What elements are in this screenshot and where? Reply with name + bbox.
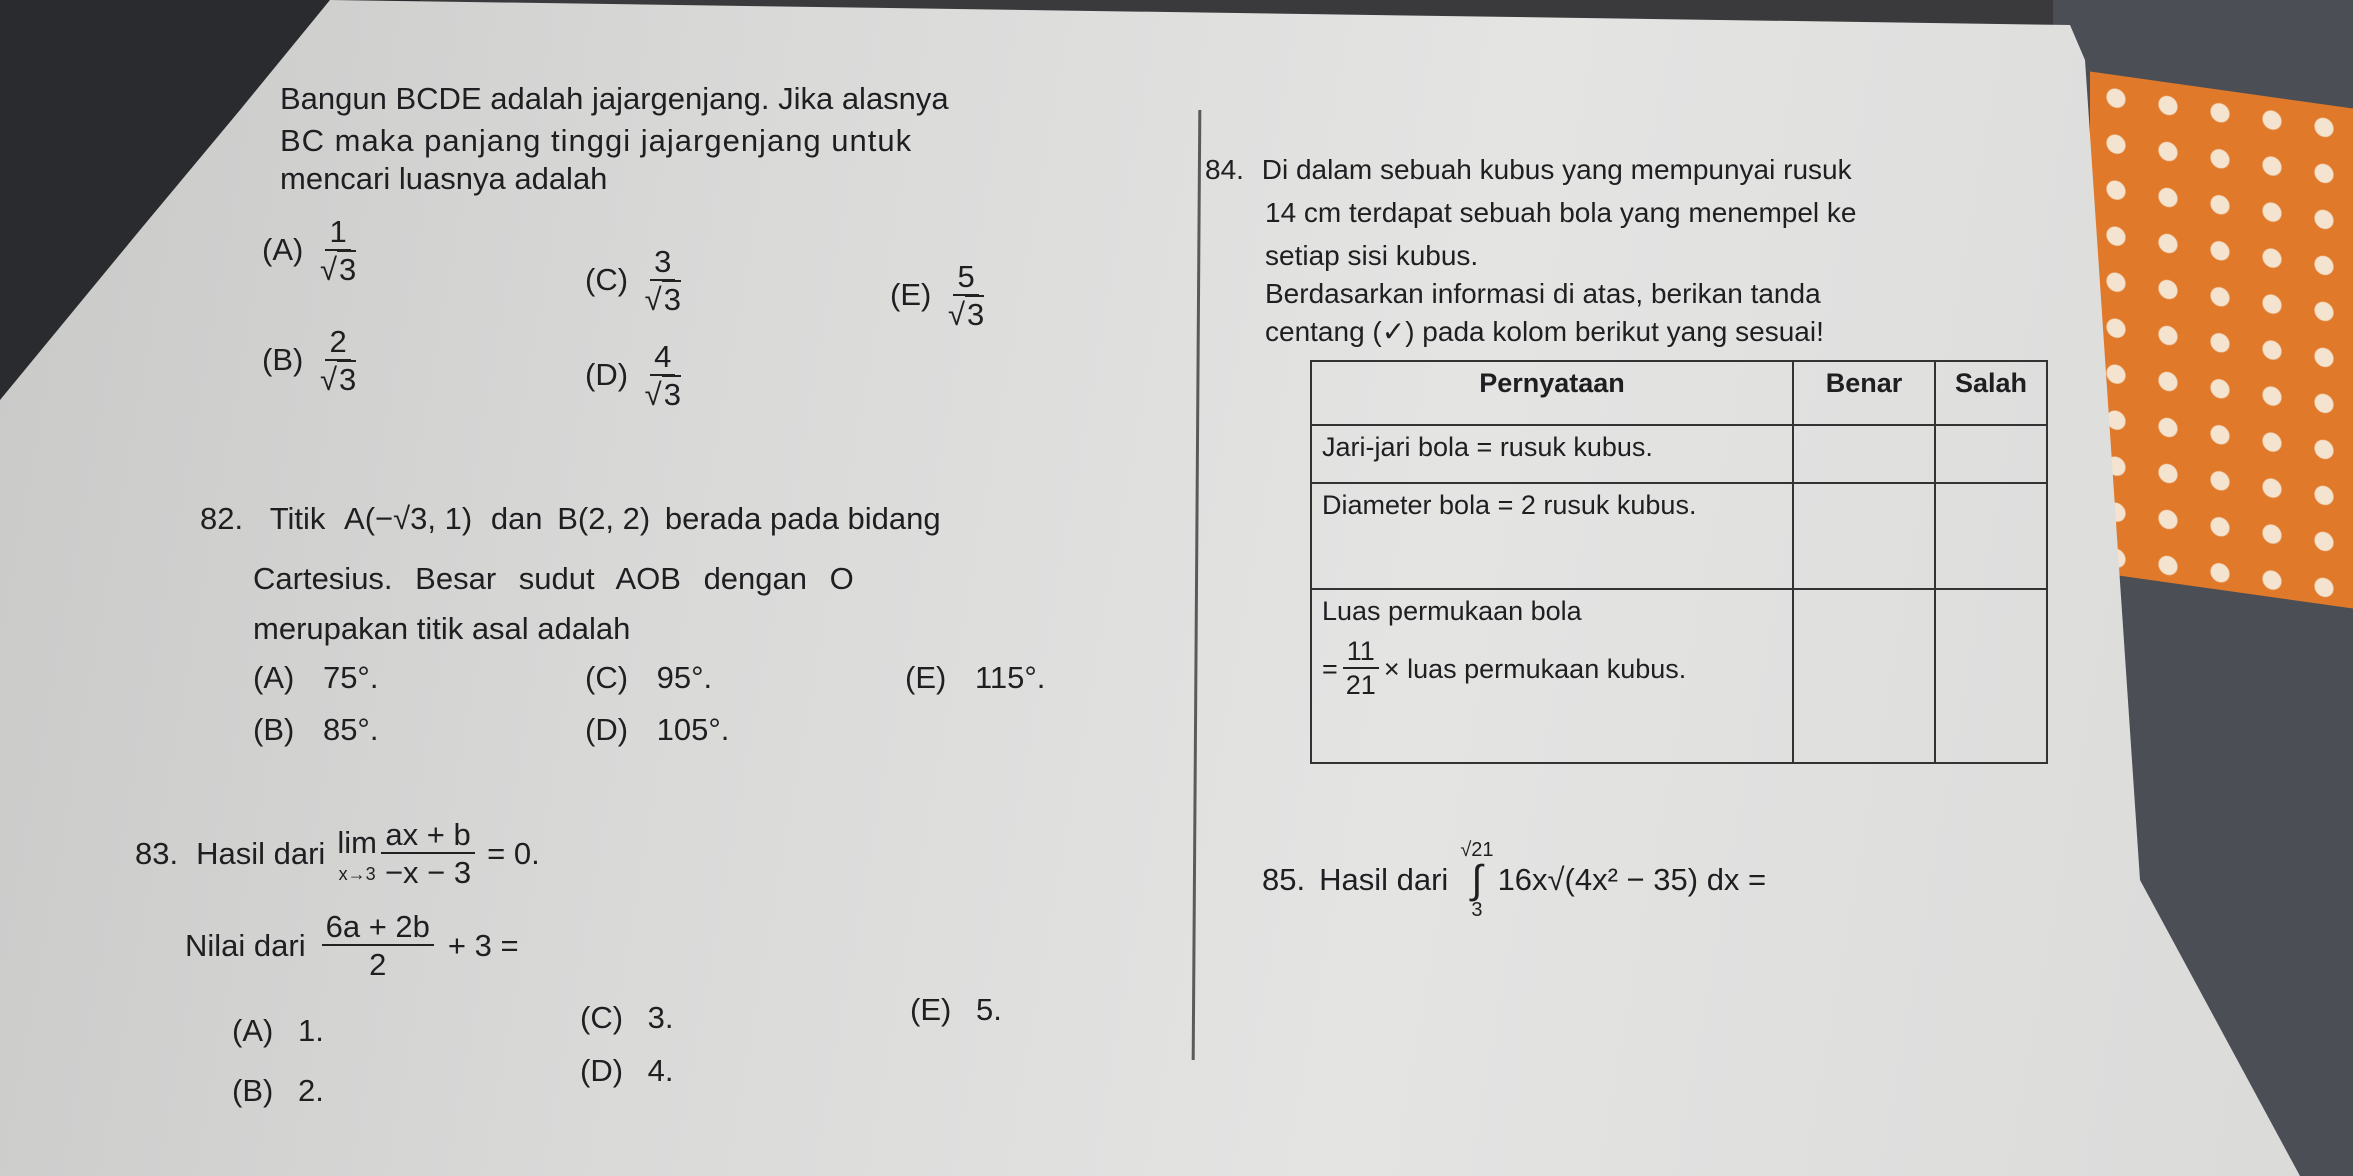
option-value: 2. xyxy=(297,1073,324,1108)
option-fraction xyxy=(641,340,685,413)
option-label: (E) xyxy=(905,660,947,695)
option-label: (B) xyxy=(262,341,304,377)
q85-line xyxy=(1262,840,1766,920)
true-checkbox-cell[interactable] xyxy=(1793,589,1935,763)
integral xyxy=(1460,840,1493,920)
equals-sign: = xyxy=(1322,653,1338,684)
q83-text: Nilai dari xyxy=(185,928,306,964)
option-label: (C) xyxy=(585,261,629,297)
option-fraction xyxy=(316,215,360,288)
limit-word: lim xyxy=(337,825,377,861)
statement-line: Luas permukaan bola xyxy=(1322,596,1582,626)
denominator: √3 xyxy=(947,297,985,333)
radicand: 3 xyxy=(663,282,681,318)
option-label: (A) xyxy=(232,1013,274,1048)
numerator: ax + b xyxy=(381,818,474,854)
false-checkbox-cell[interactable] xyxy=(1935,483,2047,589)
integrand: 16x√(4x² − 35) dx = xyxy=(1497,861,1767,897)
formula-fraction xyxy=(1342,637,1380,701)
background-cloth xyxy=(2090,72,2353,609)
option-label: (A) xyxy=(253,660,295,695)
table-row xyxy=(1311,425,2047,483)
statement-cell xyxy=(1311,589,1793,763)
statement-table xyxy=(1310,360,2048,764)
option-label: (C) xyxy=(585,660,629,695)
denominator: 21 xyxy=(1345,669,1376,700)
q83-option-a[interactable] xyxy=(232,1013,324,1049)
denominator: √3 xyxy=(319,362,357,398)
numerator: 3 xyxy=(650,245,675,281)
option-label: (A) xyxy=(262,231,304,267)
q84-number: 84. xyxy=(1205,154,1244,185)
limit-fraction xyxy=(381,818,475,891)
upper-limit: √21 xyxy=(1460,839,1494,861)
q83-option-d[interactable] xyxy=(580,1053,674,1089)
numerator: 1 xyxy=(325,215,350,251)
option-label: (D) xyxy=(585,356,629,392)
q82-line3: merupakan titik asal adalah xyxy=(253,611,631,646)
denominator: √3 xyxy=(644,282,681,318)
point-b: B(2, 2) xyxy=(557,501,651,536)
numerator: 6a + 2b xyxy=(322,910,434,946)
limit-subscript: x→3 xyxy=(338,863,376,884)
header-true: Benar xyxy=(1793,361,1935,425)
q81-option-e[interactable] xyxy=(890,260,992,333)
option-label: (D) xyxy=(580,1053,624,1088)
denominator: √3 xyxy=(644,377,681,413)
expression-fraction xyxy=(322,910,434,983)
option-label: (D) xyxy=(585,712,629,747)
q83-line2 xyxy=(185,910,519,983)
point-a: A(−√3, 1) xyxy=(344,501,473,536)
denominator: 2 xyxy=(369,947,387,983)
false-checkbox-cell[interactable] xyxy=(1935,425,2047,483)
lower-limit: 3 xyxy=(1471,899,1483,921)
option-label: (E) xyxy=(910,992,952,1027)
q81-option-b[interactable] xyxy=(262,325,364,398)
option-value: 3. xyxy=(647,1000,674,1035)
q81-option-d[interactable] xyxy=(585,340,689,413)
q84-line1 xyxy=(1205,152,1852,187)
limit xyxy=(337,824,377,885)
q82-option-c[interactable] xyxy=(585,660,712,696)
option-value: 95°. xyxy=(656,660,713,695)
option-label: (C) xyxy=(580,1000,624,1035)
q82-option-d[interactable] xyxy=(585,712,729,748)
numerator: 11 xyxy=(1343,637,1379,669)
denominator: √3 xyxy=(319,252,357,288)
q81-option-a[interactable] xyxy=(262,215,364,288)
option-value: 85°. xyxy=(322,712,379,747)
expression-tail: + 3 = xyxy=(447,928,519,964)
table-row xyxy=(1311,483,2047,589)
false-checkbox-cell[interactable] xyxy=(1935,589,2047,763)
denominator: −x − 3 xyxy=(384,855,472,891)
q81-option-c[interactable] xyxy=(585,245,689,318)
q82-text: dan xyxy=(490,501,543,536)
header-false: Salah xyxy=(1935,361,2047,425)
numerator: 5 xyxy=(953,260,978,296)
q84-text: Di dalam sebuah kubus yang mempunyai rusuk xyxy=(1261,154,1852,185)
header-statement: Pernyataan xyxy=(1311,361,1793,425)
q82-option-b[interactable] xyxy=(253,712,378,748)
q82-option-a[interactable] xyxy=(253,660,378,696)
option-value: 75°. xyxy=(322,660,379,695)
q83-option-e[interactable] xyxy=(910,992,1002,1028)
statement-cell: Diameter bola = 2 rusuk kubus. xyxy=(1311,483,1793,589)
radicand: 3 xyxy=(663,377,681,413)
true-checkbox-cell[interactable] xyxy=(1793,483,1935,589)
numerator: 2 xyxy=(325,325,350,361)
q84-line2: 14 cm terdapat sebuah bola yang menempel ke xyxy=(1265,197,1857,228)
q82-line2: Cartesius. Besar sudut AOB dengan O xyxy=(253,561,854,596)
integral-sign-icon: ∫ xyxy=(1471,858,1483,902)
statement-formula xyxy=(1322,637,1782,701)
true-checkbox-cell[interactable] xyxy=(1793,425,1935,483)
q81-text-line2: BC maka panjang tinggi jajargenjang untuk xyxy=(280,123,913,158)
q82-number: 82. xyxy=(200,501,244,536)
q84-line5: centang (✓) pada kolom berikut yang sesuai! xyxy=(1265,316,1824,347)
q82-text: Titik xyxy=(269,501,326,536)
radicand: 3 xyxy=(966,297,985,333)
radicand: 3 xyxy=(338,252,357,288)
q82-line1 xyxy=(200,500,941,539)
table-header-row xyxy=(1311,361,2047,425)
option-label: (B) xyxy=(232,1073,274,1108)
option-value: 105°. xyxy=(656,712,730,747)
q82-text: berada pada bidang xyxy=(664,501,941,536)
q81-text-line1: Bangun BCDE adalah jajargenjang. Jika alasnya xyxy=(280,81,949,116)
q81-text-line3: mencari luasnya adalah xyxy=(280,161,608,196)
q82-option-e[interactable] xyxy=(905,660,1045,696)
radicand: 3 xyxy=(338,362,357,398)
q83-equals: = 0. xyxy=(487,836,540,872)
q83-number: 83. xyxy=(135,836,179,872)
option-value: 4. xyxy=(647,1053,674,1088)
option-label: (B) xyxy=(253,712,295,747)
q83-option-b[interactable] xyxy=(232,1073,324,1109)
option-value: 5. xyxy=(975,992,1002,1027)
option-value: 1. xyxy=(297,1013,324,1048)
q84-line4: Berdasarkan informasi di atas, berikan tanda xyxy=(1265,278,1821,309)
option-fraction xyxy=(641,245,685,318)
option-label: (E) xyxy=(890,276,932,312)
table-row xyxy=(1311,589,2047,763)
option-fraction xyxy=(944,260,988,333)
q85-text: Hasil dari xyxy=(1319,861,1449,897)
q83-text: Hasil dari xyxy=(196,836,326,872)
numerator: 4 xyxy=(650,340,675,376)
option-fraction xyxy=(316,325,360,398)
option-value: 115°. xyxy=(974,660,1046,695)
q83-option-c[interactable] xyxy=(580,1000,674,1036)
q85-number: 85. xyxy=(1262,861,1306,897)
formula-tail: × luas permukaan kubus. xyxy=(1383,653,1687,684)
q83-line1 xyxy=(135,818,540,891)
statement-cell: Jari-jari bola = rusuk kubus. xyxy=(1311,425,1793,483)
q84-line3: setiap sisi kubus. xyxy=(1265,240,1479,271)
